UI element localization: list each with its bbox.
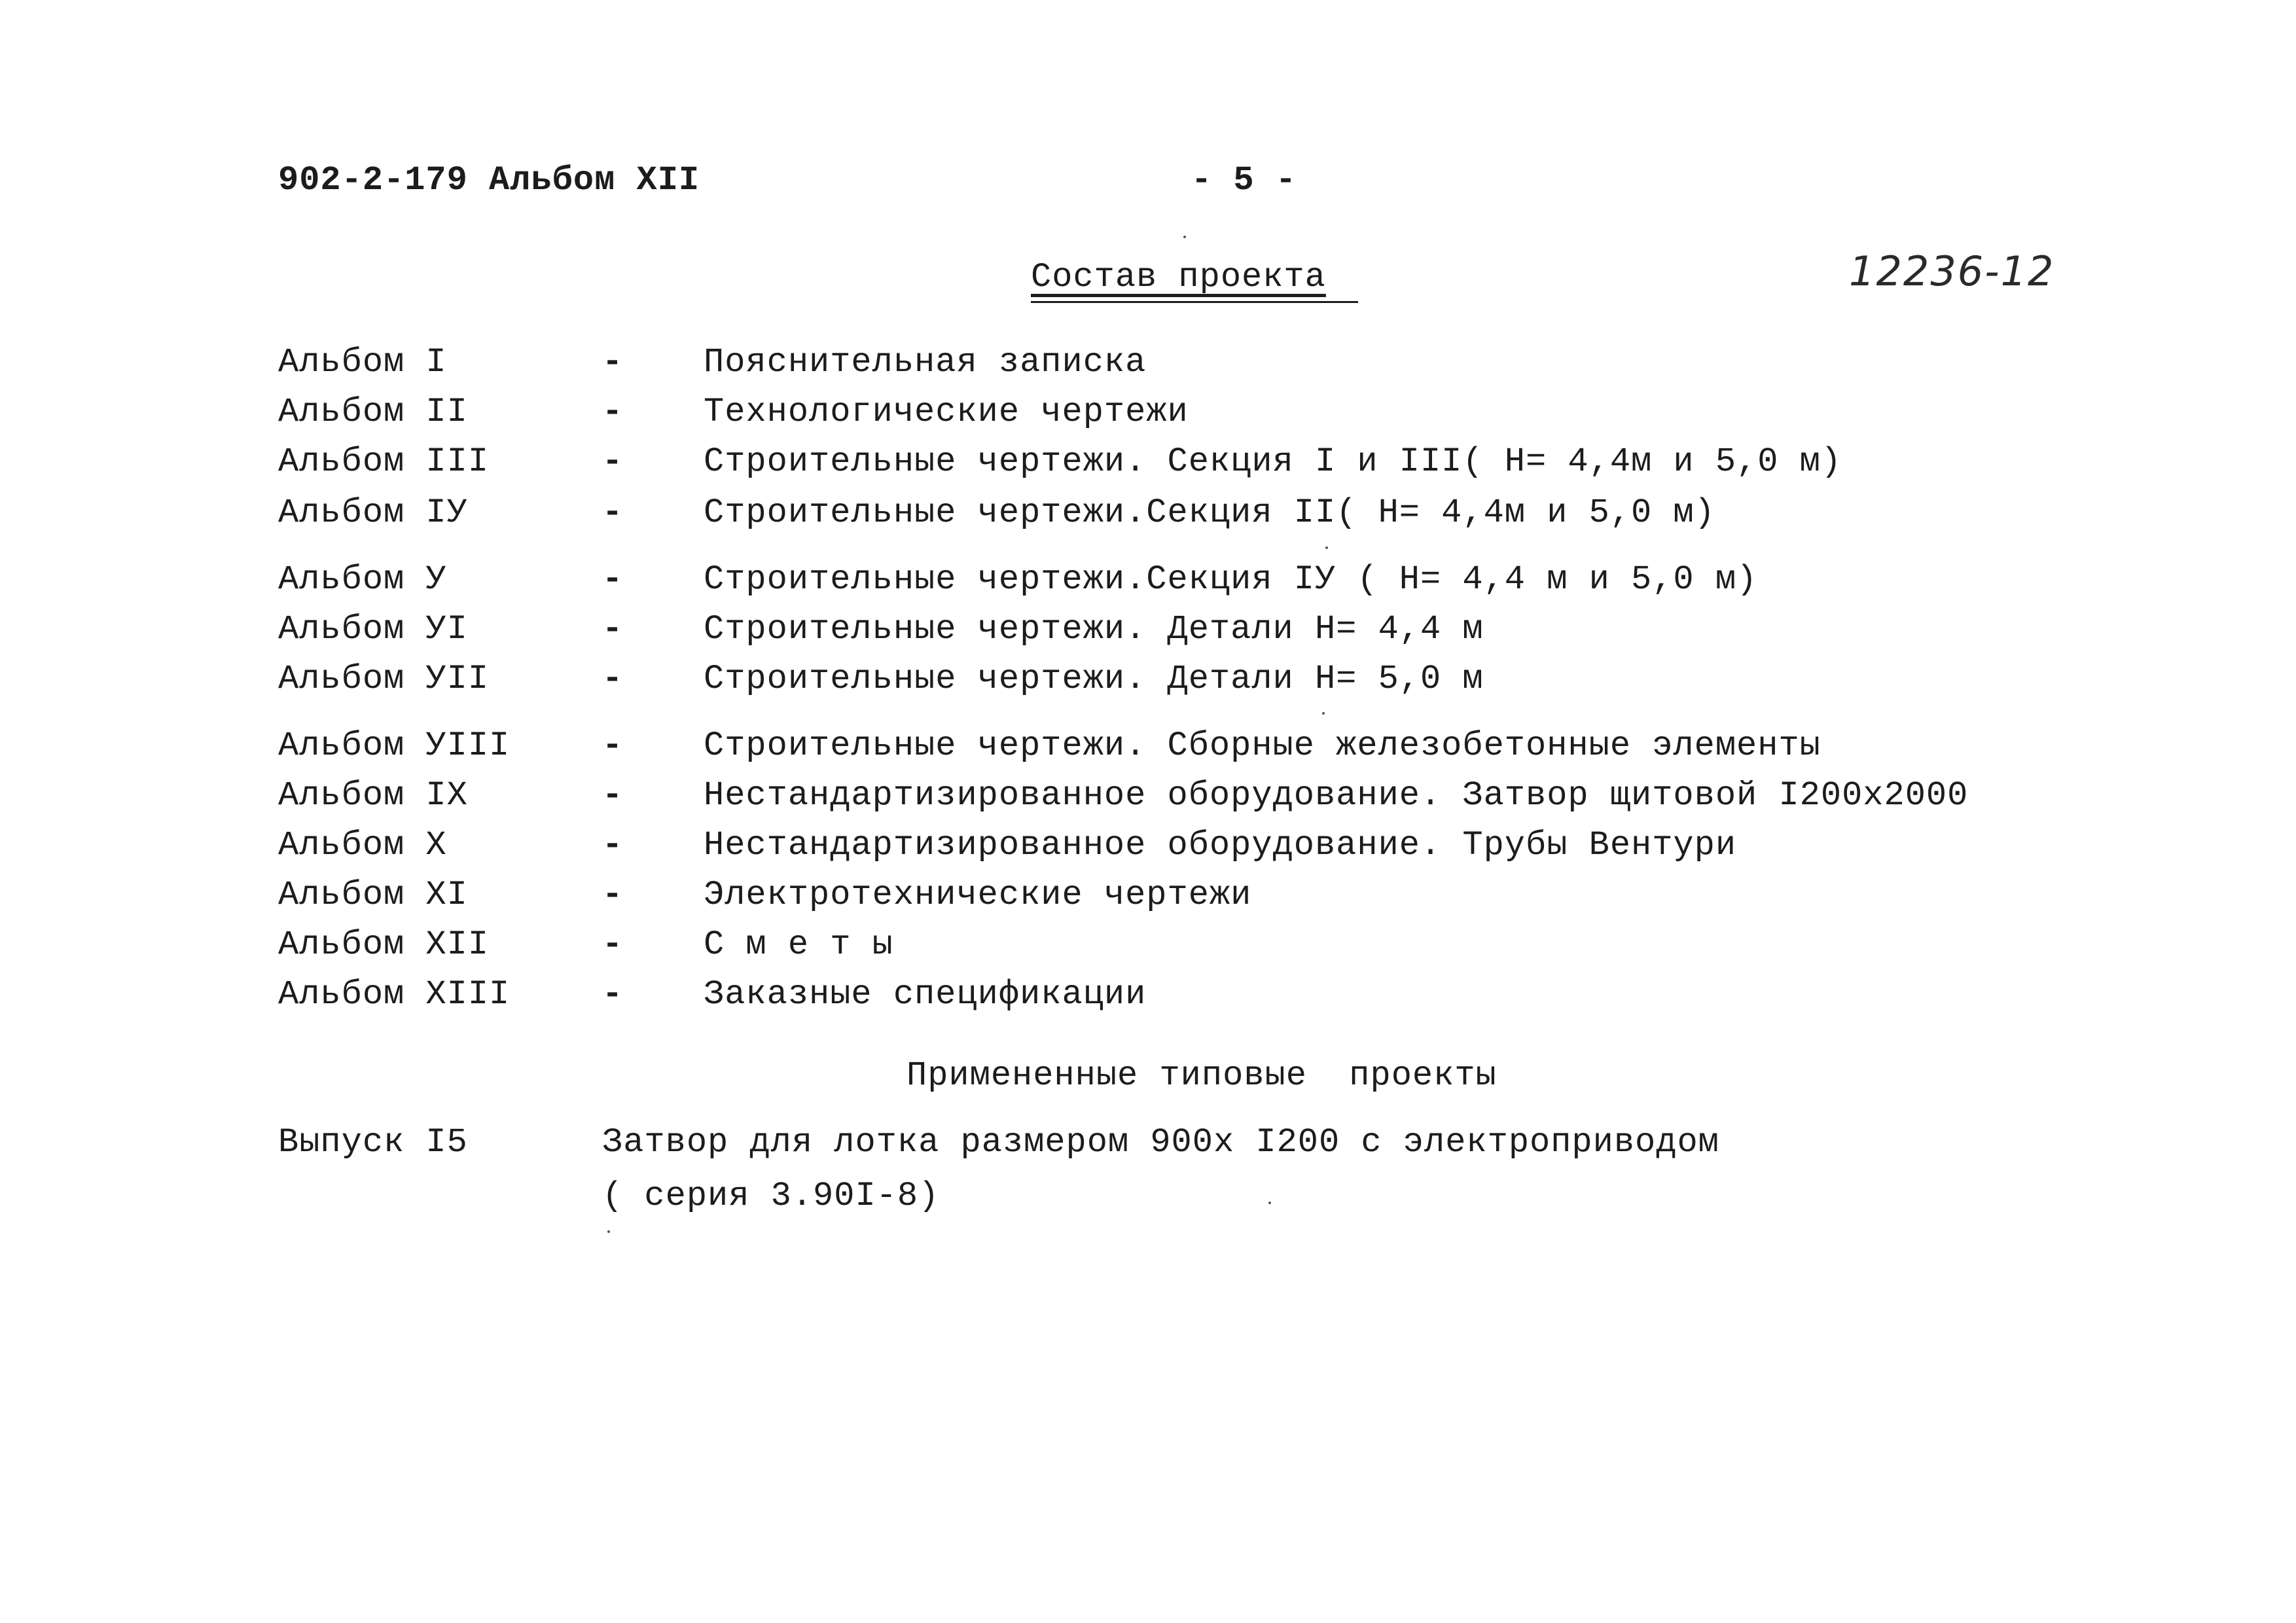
issue-label: Выпуск I5: [278, 1123, 468, 1162]
album-dash: -: [602, 660, 624, 698]
album-description: Нестандартизированное оборудование. Трубы Вентури: [704, 826, 1737, 865]
album-description: Электротехнические чертежи: [704, 876, 1252, 914]
album-label: Альбом УIII: [278, 726, 511, 765]
scan-speck: [1183, 236, 1186, 238]
album-label: Альбом XIII: [278, 975, 511, 1014]
applied-projects-heading: Примененные типовые проекты: [906, 1056, 1497, 1095]
album-label: Альбом I: [278, 343, 447, 382]
album-dash: -: [602, 975, 624, 1014]
album-dash: -: [602, 876, 624, 914]
page-number: - 5 -: [1191, 161, 1297, 200]
album-dash: -: [602, 393, 624, 431]
album-description: Строительные чертежи. Сборные железобетонные элементы: [704, 726, 1821, 765]
album-label: Альбом УI: [278, 610, 468, 649]
album-description: Нестандартизированное оборудование. Затвор щитовой I200x2000: [704, 776, 1969, 815]
album-dash: -: [602, 776, 624, 815]
album-description: С м е т ы: [704, 925, 893, 964]
album-label: Альбом III: [278, 442, 490, 481]
album-description: Заказные спецификации: [704, 975, 1147, 1014]
album-dash: -: [602, 493, 624, 532]
title-underline: [1031, 301, 1358, 303]
album-label: Альбом IУ: [278, 493, 468, 532]
album-description: Строительные чертежи. Детали H= 5,0 м: [704, 660, 1484, 698]
album-label: Альбом IX: [278, 776, 468, 815]
album-dash: -: [602, 925, 624, 964]
album-dash: -: [602, 610, 624, 649]
handwritten-inventory-number: 12236-12: [1849, 247, 2055, 295]
album-label: Альбом У: [278, 560, 447, 599]
scan-speck: [607, 1230, 610, 1233]
album-description: Технологические чертежи: [704, 393, 1189, 431]
album-description: Строительные чертежи.Секция IУ ( H= 4,4 м и 5,0 м): [704, 560, 1758, 599]
album-label: Альбом II: [278, 393, 468, 431]
album-label: Альбом X: [278, 826, 447, 865]
scan-speck: [1322, 712, 1325, 715]
album-label: Альбом УII: [278, 660, 490, 698]
page-title: Состав проекта: [1031, 258, 1326, 296]
issue-series: ( серия 3.90I-8): [602, 1177, 940, 1215]
scan-speck: [1325, 546, 1328, 549]
album-description: Пояснительная записка: [704, 343, 1147, 382]
album-description: Строительные чертежи. Секция I и III( H= 4,4м и 5,0 м): [704, 442, 1842, 481]
album-description: Строительные чертежи. Детали H= 4,4 м: [704, 610, 1484, 649]
issue-description: Затвор для лотка размером 900x I200 с электроприводом: [602, 1123, 1719, 1162]
album-description: Строительные чертежи.Секция II( H= 4,4м и 5,0 м): [704, 493, 1715, 532]
album-dash: -: [602, 826, 624, 865]
album-label: Альбом XI: [278, 876, 468, 914]
album-dash: -: [602, 343, 624, 382]
album-label: Альбом XII: [278, 925, 490, 964]
album-dash: -: [602, 442, 624, 481]
album-dash: -: [602, 726, 624, 765]
scan-speck: [1268, 1202, 1271, 1204]
album-dash: -: [602, 560, 624, 599]
document-code: 902-2-179 Альбом XII: [278, 161, 700, 200]
